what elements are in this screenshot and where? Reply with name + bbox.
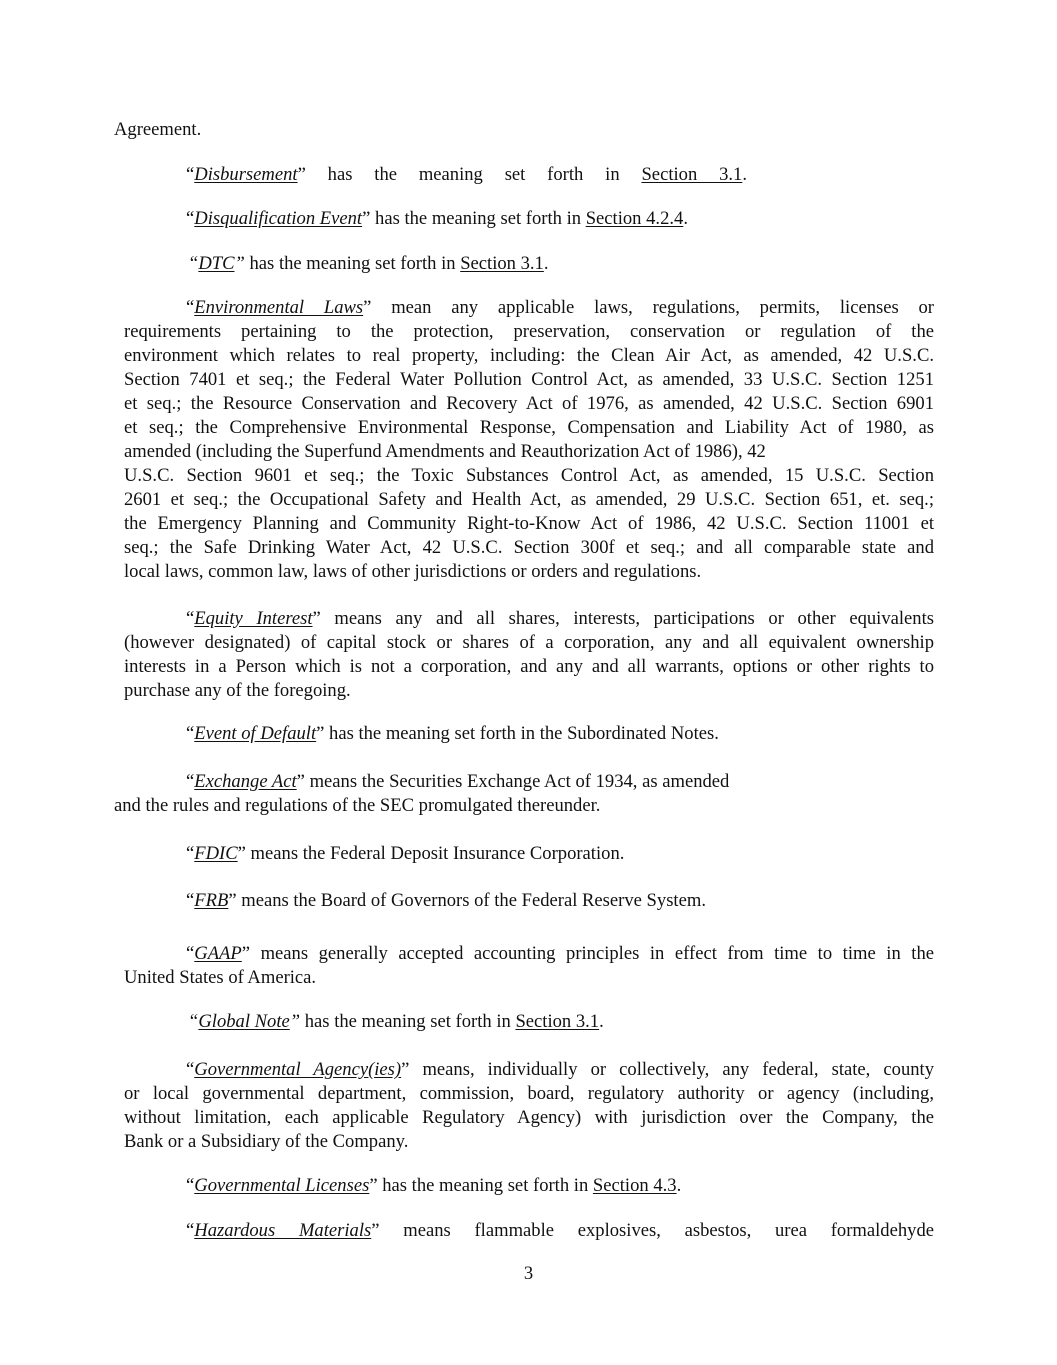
agreement-continuation: Agreement. [114,119,202,140]
definition-dtc: “DTC” has the meaning set forth in Section 3.1. [188,253,549,274]
definition-disqualification-event: “Disqualification Event” has the meaning set forth in Section 4.2.4. [186,208,688,229]
definition-global-note: “Global Note” has the meaning set forth in Section 3.1. [188,1011,604,1032]
term-fdic: FDIC [194,843,238,864]
term-dtc: DTC [198,253,235,274]
term-gaap: GAAP [194,943,242,964]
section-ref[interactable]: Section 3.1 [460,253,544,274]
term-exchange-act: Exchange Act [194,771,297,792]
definition-disbursement: “Disbursement” has the meaning set forth in Section 3.1. [186,164,747,185]
term-governmental-licenses: Governmental Licenses [194,1175,370,1196]
term-hazardous-materials: Hazardous Materials [194,1220,372,1241]
term-event-of-default: Event of Default [194,723,317,744]
term-equity-interest: Equity Interest [194,608,313,629]
definition-governmental-licenses: “Governmental Licenses” has the meaning set forth in Section 4.3. [186,1175,682,1196]
page-number: 3 [523,1263,534,1284]
term-global-note: Global Note [198,1011,290,1032]
term-governmental-agencies: Governmental Agency(ies) [194,1059,402,1080]
term-environmental-laws: Environmental Laws [194,297,364,318]
term-disqualification-event: Disqualification Event [194,208,363,229]
section-ref[interactable]: Section 4.3 [592,1175,677,1196]
definition-hazardous-materials: “Hazardous Materials” means flammable explosives, asbestos, urea formaldehyde [186,1220,934,1241]
section-ref[interactable]: Section 3.1 [515,1011,600,1032]
definition-event-of-default: “Event of Default” has the meaning set forth in the Subordinated Notes. [186,723,719,744]
term-disbursement: Disbursement [194,164,298,185]
term-frb: FRB [194,890,229,911]
definition-fdic: “FDIC” means the Federal Deposit Insurance Corporation. [186,843,625,864]
section-ref[interactable]: Section 3.1 [641,164,743,185]
definition-frb: “FRB” means the Board of Governors of the Federal Reserve System. [186,890,706,911]
section-ref[interactable]: Section 4.2.4 [585,208,684,229]
